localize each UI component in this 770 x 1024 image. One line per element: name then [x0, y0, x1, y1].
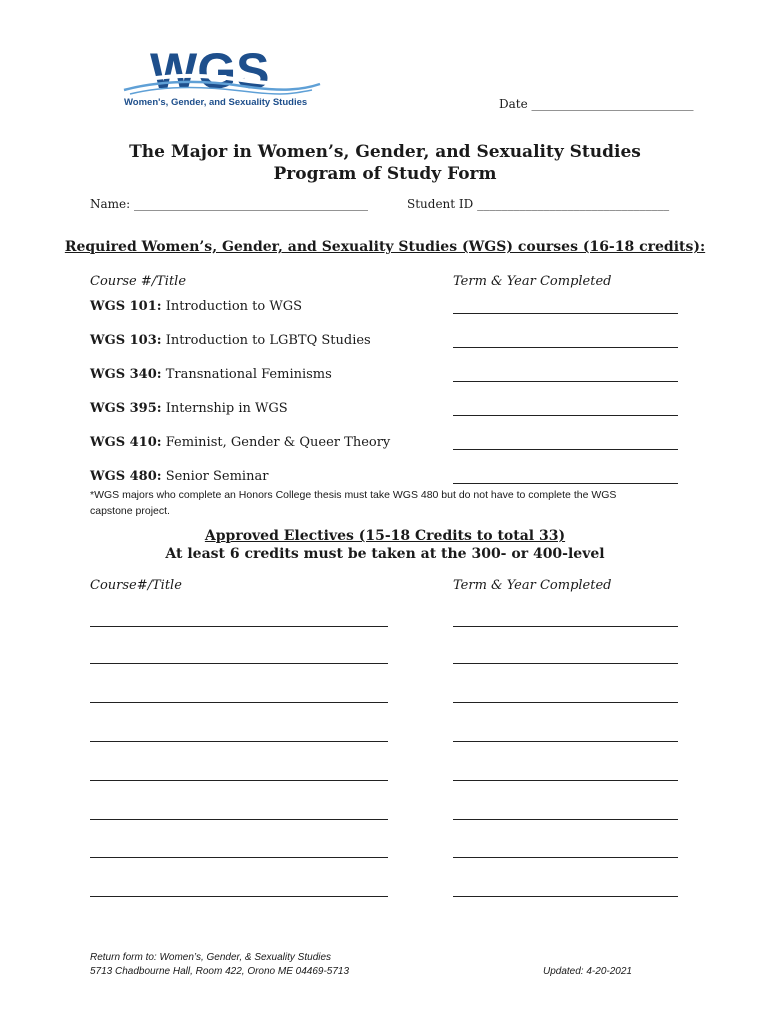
term-line[interactable] [453, 483, 678, 484]
student-id-field[interactable]: Student ID ________________________________ [407, 197, 670, 211]
elective-term-line[interactable] [453, 857, 678, 858]
course-row: WGS 410: Feminist, Gender & Queer Theory [90, 435, 391, 450]
name-field[interactable]: Name: _______________________________________ [90, 197, 368, 211]
return-address-line1: Return form to: Women’s, Gender, & Sexuality Studies [90, 952, 332, 963]
electives-heading: Approved Electives (15-18 Credits to total 33) [204, 528, 566, 544]
term-column-header: Term & Year Completed [453, 274, 612, 289]
course-row: WGS 480: Senior Seminar [90, 469, 269, 484]
elective-course-line[interactable] [90, 702, 388, 703]
elective-course-line[interactable] [90, 663, 388, 664]
elective-term-line[interactable] [453, 780, 678, 781]
term-line[interactable] [453, 415, 678, 416]
electives-subheading: At least 6 credits must be taken at the 300- or 400-level [165, 546, 605, 562]
date-field[interactable]: Date ___________________________ [499, 97, 694, 111]
page-title: The Major in Women’s, Gender, and Sexuality Studies [129, 142, 641, 162]
course-column-header: Course #/Title [90, 274, 187, 289]
elective-term-line[interactable] [453, 819, 678, 820]
elective-term-line[interactable] [453, 702, 678, 703]
elective-course-line[interactable] [90, 857, 388, 858]
elective-term-line[interactable] [453, 896, 678, 897]
elective-course-column-header: Course#/Title [90, 578, 182, 593]
honors-note: *WGS majors who complete an Honors College thesis must take WGS 480 but do not have to complete the WGS capstone project. [90, 489, 617, 517]
course-row: WGS 395: Internship in WGS [90, 401, 288, 416]
required-heading: Required Women’s, Gender, and Sexuality Studies (WGS) courses (16-18 credits): [64, 239, 706, 255]
elective-course-line[interactable] [90, 819, 388, 820]
logo-subtitle: Women's, Gender, and Sexuality Studies [124, 97, 308, 108]
elective-course-line[interactable] [90, 780, 388, 781]
elective-term-line[interactable] [453, 663, 678, 664]
page-subtitle: Program of Study Form [273, 164, 497, 184]
elective-term-line[interactable] [453, 626, 678, 627]
elective-term-line[interactable] [453, 741, 678, 742]
elective-course-line[interactable] [90, 626, 388, 627]
term-line[interactable] [453, 449, 678, 450]
elective-course-line[interactable] [90, 741, 388, 742]
updated-date: Updated: 4-20-2021 [543, 966, 632, 977]
logo-text: WGS [150, 44, 270, 99]
elective-term-column-header: Term & Year Completed [453, 578, 612, 593]
course-row: WGS 340: Transnational Feminisms [90, 367, 332, 382]
elective-course-line[interactable] [90, 896, 388, 897]
term-line[interactable] [453, 347, 678, 348]
course-row: WGS 103: Introduction to LGBTQ Studies [90, 333, 371, 348]
course-row: WGS 101: Introduction to WGS [90, 299, 302, 314]
return-address-line2: 5713 Chadbourne Hall, Room 422, Orono ME 04469-5713 [90, 966, 350, 977]
term-line[interactable] [453, 381, 678, 382]
term-line[interactable] [453, 313, 678, 314]
